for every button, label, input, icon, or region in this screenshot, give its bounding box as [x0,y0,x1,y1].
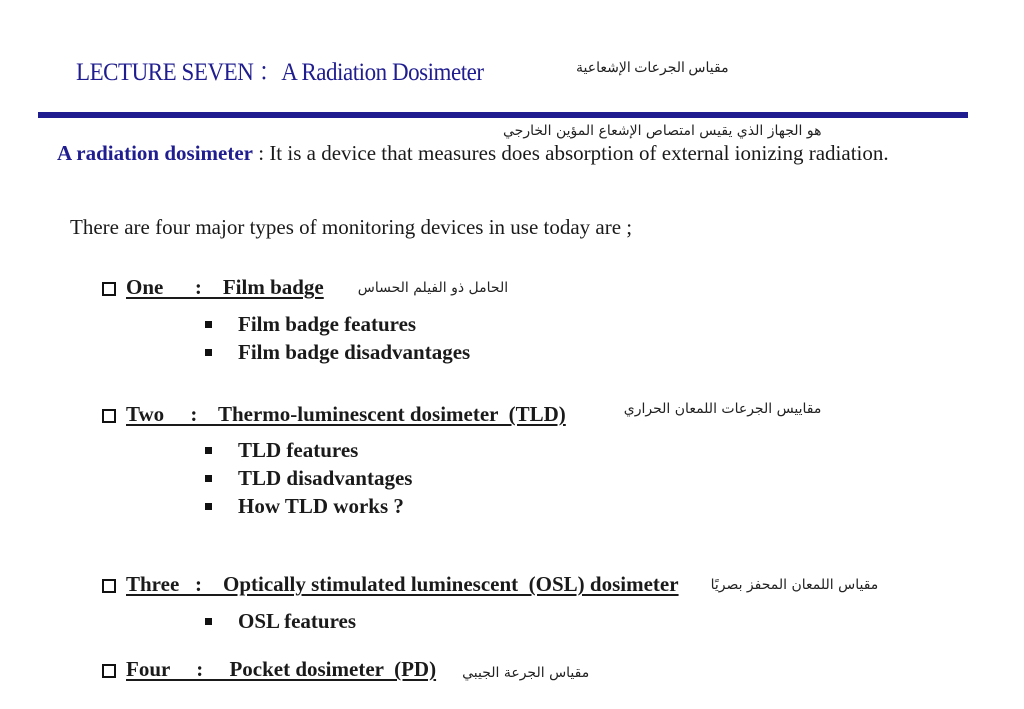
type-label: Three : Optically stimulated luminescent (OSL) dosimeter [126,572,679,596]
feature-label: OSL features [238,609,357,633]
list-item [205,340,470,365]
type-label: Two : Thermo-luminescent dosimeter (TLD) [126,402,566,426]
checkbox-bullet-icon [102,282,116,296]
list-item [205,438,358,463]
feature-label: Film badge disadvantages [238,340,471,364]
square-bullet-icon [205,349,212,356]
list-item [205,494,404,519]
square-bullet-icon [205,475,212,482]
page-title-arabic: مقياس الجرعات الإشعاعية [576,61,729,76]
type-arabic: الحامل ذو الفيلم الحساس [357,279,509,296]
type-two-heading [102,402,821,427]
type-three-heading [102,572,878,597]
page-title: LECTURE SEVEN ：A Radiation Dosimeter [76,59,484,86]
type-arabic: مقاييس الجرعات اللمعان الحراري [623,400,822,417]
square-bullet-icon [205,503,212,510]
definition-term: A radiation dosimeter [57,141,253,165]
list-item [205,466,412,491]
square-bullet-icon [205,447,212,454]
type-label: Four : Pocket dosimeter (PD) [126,657,437,681]
square-bullet-icon [205,618,212,625]
checkbox-bullet-icon [102,664,116,678]
checkbox-bullet-icon [102,409,116,423]
definition-text: : It is a device that measures does absorption of external ionizing radiation. [252,141,889,165]
square-bullet-icon [205,321,212,328]
type-arabic: مقياس الجرعة الجيبي [462,664,590,681]
feature-label: Film badge features [238,312,417,336]
feature-label: How TLD works ? [238,494,404,518]
title-divider [38,112,968,118]
type-one-heading [102,275,508,300]
definition-arabic: هو الجهاز الذي يقيس امتصاص الإشعاع المؤين الخارجي [503,123,822,139]
feature-label: TLD disadvantages [238,466,413,490]
feature-label: TLD features [238,438,359,462]
checkbox-bullet-icon [102,579,116,593]
definition-paragraph [57,139,950,168]
list-item [205,312,416,337]
type-label: One : Film badge [126,275,324,299]
type-four-heading [102,657,589,682]
list-item [205,609,356,634]
intro-text: There are four major types of monitoring devices in use today are ; [70,215,633,239]
type-arabic: مقياس اللمعان المحفز بصريًا [710,576,879,593]
